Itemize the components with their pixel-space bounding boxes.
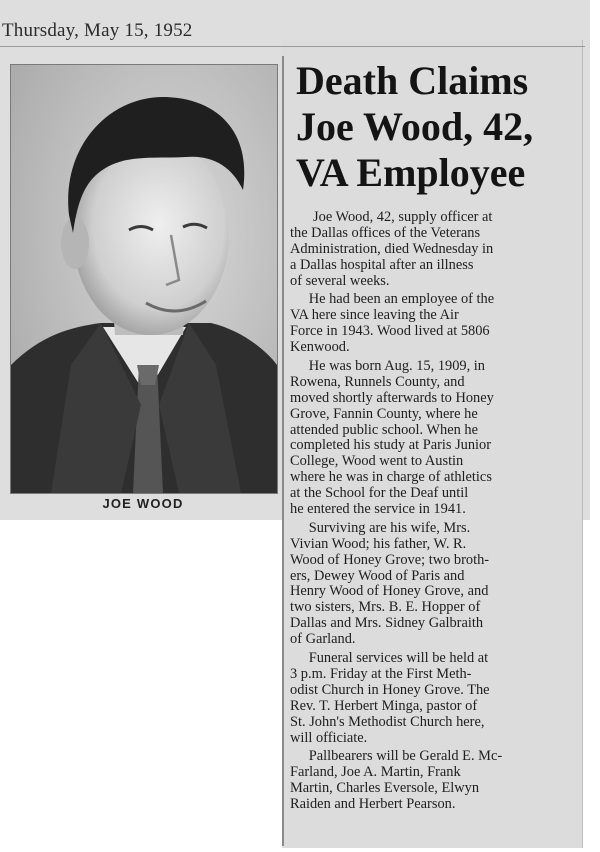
article-line: at the School for the Deaf until — [290, 486, 469, 502]
article-line: He had been an employee of the — [308, 292, 495, 308]
top-rule — [0, 46, 585, 47]
portrait-photo — [10, 64, 278, 494]
article-line: He was born Aug. 15, 1909, in — [308, 359, 485, 375]
article-line: will officiate. — [290, 730, 368, 746]
article-line: Wood of Honey Grove; two broth- — [290, 552, 490, 568]
article-line: the Dallas offices of the Veterans — [290, 225, 481, 241]
article-line: Surviving are his wife, Mrs. — [308, 520, 471, 536]
article-line: two sisters, Mrs. B. E. Hopper of — [290, 600, 481, 616]
article-line: completed his study at Paris Junior — [290, 438, 492, 454]
article-line: ers, Dewey Wood of Paris and — [290, 568, 465, 584]
article-line: where he was in charge of athletics — [290, 470, 492, 486]
article-line: VA here since leaving the Air — [290, 308, 459, 324]
article-body — [290, 210, 580, 813]
article-line: Farland, Joe A. Martin, Frank — [290, 765, 461, 781]
article-line: odist Church in Honey Grove. The — [290, 682, 490, 698]
article-line: Rowena, Runnels County, and — [290, 374, 465, 390]
portrait-illustration — [11, 65, 277, 493]
column-rule — [282, 56, 284, 846]
article-line: Pallbearers will be Gerald E. Mc- — [308, 749, 503, 765]
article-line: a Dallas hospital after an illness — [290, 257, 474, 273]
article-line: Martin, Charles Eversole, Elwyn — [290, 781, 480, 797]
article-line: College, Wood went to Austin — [290, 454, 464, 470]
article-line: Dallas and Mrs. Sidney Galbraith — [290, 616, 484, 632]
article-line: attended public school. When he — [290, 422, 478, 438]
article-line: Grove, Fannin County, where he — [290, 406, 478, 422]
headline-line: Joe Wood, 42, — [296, 104, 534, 149]
article-line: Raiden and Herbert Pearson. — [290, 797, 456, 813]
article-line: Funeral services will be held at — [308, 651, 489, 667]
dateline: Thursday, May 15, 1952 — [2, 20, 193, 41]
headline-line: VA Employee — [296, 150, 526, 195]
article-line: he entered the service in 1941. — [290, 502, 466, 518]
article-line: Force in 1943. Wood lived at 5806 — [290, 324, 490, 340]
article-line: of several weeks. — [290, 273, 390, 289]
photo-caption: JOE WOOD — [102, 496, 184, 511]
article-line: moved shortly afterwards to Honey — [290, 390, 494, 406]
article-line: of Garland. — [290, 632, 356, 648]
article-line: Vivian Wood; his father, W. R. — [290, 536, 467, 552]
article-line: Administration, died Wednesday in — [290, 241, 494, 257]
headline-line: Death Claims — [296, 58, 529, 103]
article-line: Rev. T. Herbert Minga, pastor of — [290, 698, 478, 714]
article-line: Joe Wood, 42, supply officer at — [313, 210, 493, 225]
headline — [296, 58, 586, 196]
article-line: Henry Wood of Honey Grove, and — [290, 584, 489, 600]
article-line: Kenwood. — [290, 340, 350, 356]
article-line: 3 p.m. Friday at the First Meth- — [290, 666, 472, 682]
article-line: St. John's Methodist Church here, — [290, 714, 485, 730]
